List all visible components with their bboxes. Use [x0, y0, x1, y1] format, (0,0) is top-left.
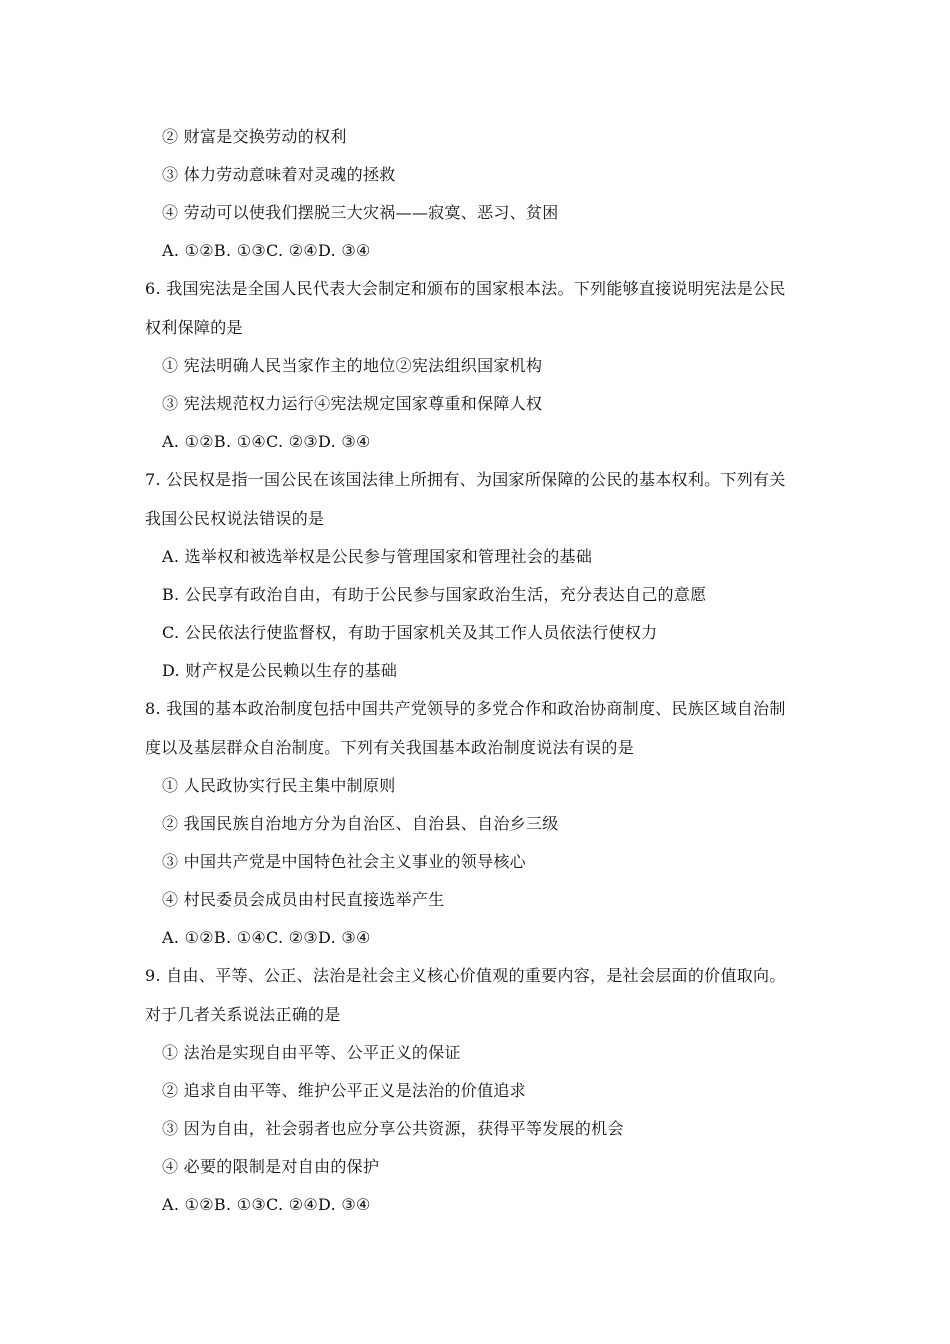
question-8-stem-cont: 度以及基层群众自治制度。下列有关我国基本政治制度说法有误的是 — [145, 738, 635, 757]
option-line: ① 宪法明确人民当家作主的地位②宪法组织国家机构 — [162, 356, 543, 375]
option-line: ② 追求自由平等、维护公平正义是法治的价值追求 — [162, 1081, 526, 1100]
answer-choices: A. ①②B. ①③C. ②④D. ③④ — [162, 241, 371, 260]
question-6-stem-cont: 权利保障的是 — [145, 318, 243, 337]
option-line: ③ 因为自由，社会弱者也应分享公共资源，获得平等发展的机会 — [162, 1119, 624, 1138]
answer-choices: A. ①②B. ①③C. ②④D. ③④ — [162, 1195, 371, 1214]
question-7-stem: 7. 公民权是指一国公民在该国法律上所拥有、为国家所保障的公民的基本权利。下列有关 — [145, 470, 786, 489]
answer-choices: A. ①②B. ①④C. ②③D. ③④ — [162, 432, 371, 451]
option-line: ① 法治是实现自由平等、公平正义的保证 — [162, 1043, 461, 1062]
option-line: ④ 村民委员会成员由村民直接选举产生 — [162, 890, 445, 909]
option-line: ④ 劳动可以使我们摆脱三大灾祸——寂寞、恶习、贫困 — [162, 203, 559, 222]
question-9-stem: 9. 自由、平等、公正、法治是社会主义核心价值观的重要内容，是社会层面的价值取向。 — [145, 966, 786, 985]
question-6-stem: 6. 我国宪法是全国人民代表大会制定和颁布的国家根本法。下列能够直接说明宪法是公民 — [145, 279, 786, 298]
option-line: ③ 宪法规范权力运行④宪法规定国家尊重和保障人权 — [162, 394, 543, 413]
option-b: B. 公民享有政治自由，有助于公民参与国家政治生活，充分表达自己的意愿 — [162, 585, 707, 604]
option-line: ③ 中国共产党是中国特色社会主义事业的领导核心 — [162, 852, 526, 871]
question-7-stem-cont: 我国公民权说法错误的是 — [145, 509, 325, 528]
option-line: ③ 体力劳动意味着对灵魂的拯救 — [162, 165, 396, 184]
answer-choices: A. ①②B. ①④C. ②③D. ③④ — [162, 928, 371, 947]
question-9-stem-cont: 对于几者关系说法正确的是 — [145, 1005, 341, 1024]
option-d: D. 财产权是公民赖以生存的基础 — [162, 661, 398, 680]
option-line: ① 人民政协实行民主集中制原则 — [162, 776, 396, 795]
option-a: A. 选举权和被选举权是公民参与管理国家和管理社会的基础 — [162, 547, 593, 566]
option-line: ② 我国民族自治地方分为自治区、自治县、自治乡三级 — [162, 814, 559, 833]
option-c: C. 公民依法行使监督权，有助于国家机关及其工作人员依法行使权力 — [162, 623, 658, 642]
question-8-stem: 8. 我国的基本政治制度包括中国共产党领导的多党合作和政治协商制度、民族区域自治制 — [145, 699, 786, 718]
option-line: ② 财富是交换劳动的权利 — [162, 127, 347, 146]
option-line: ④ 必要的限制是对自由的保护 — [162, 1157, 380, 1176]
